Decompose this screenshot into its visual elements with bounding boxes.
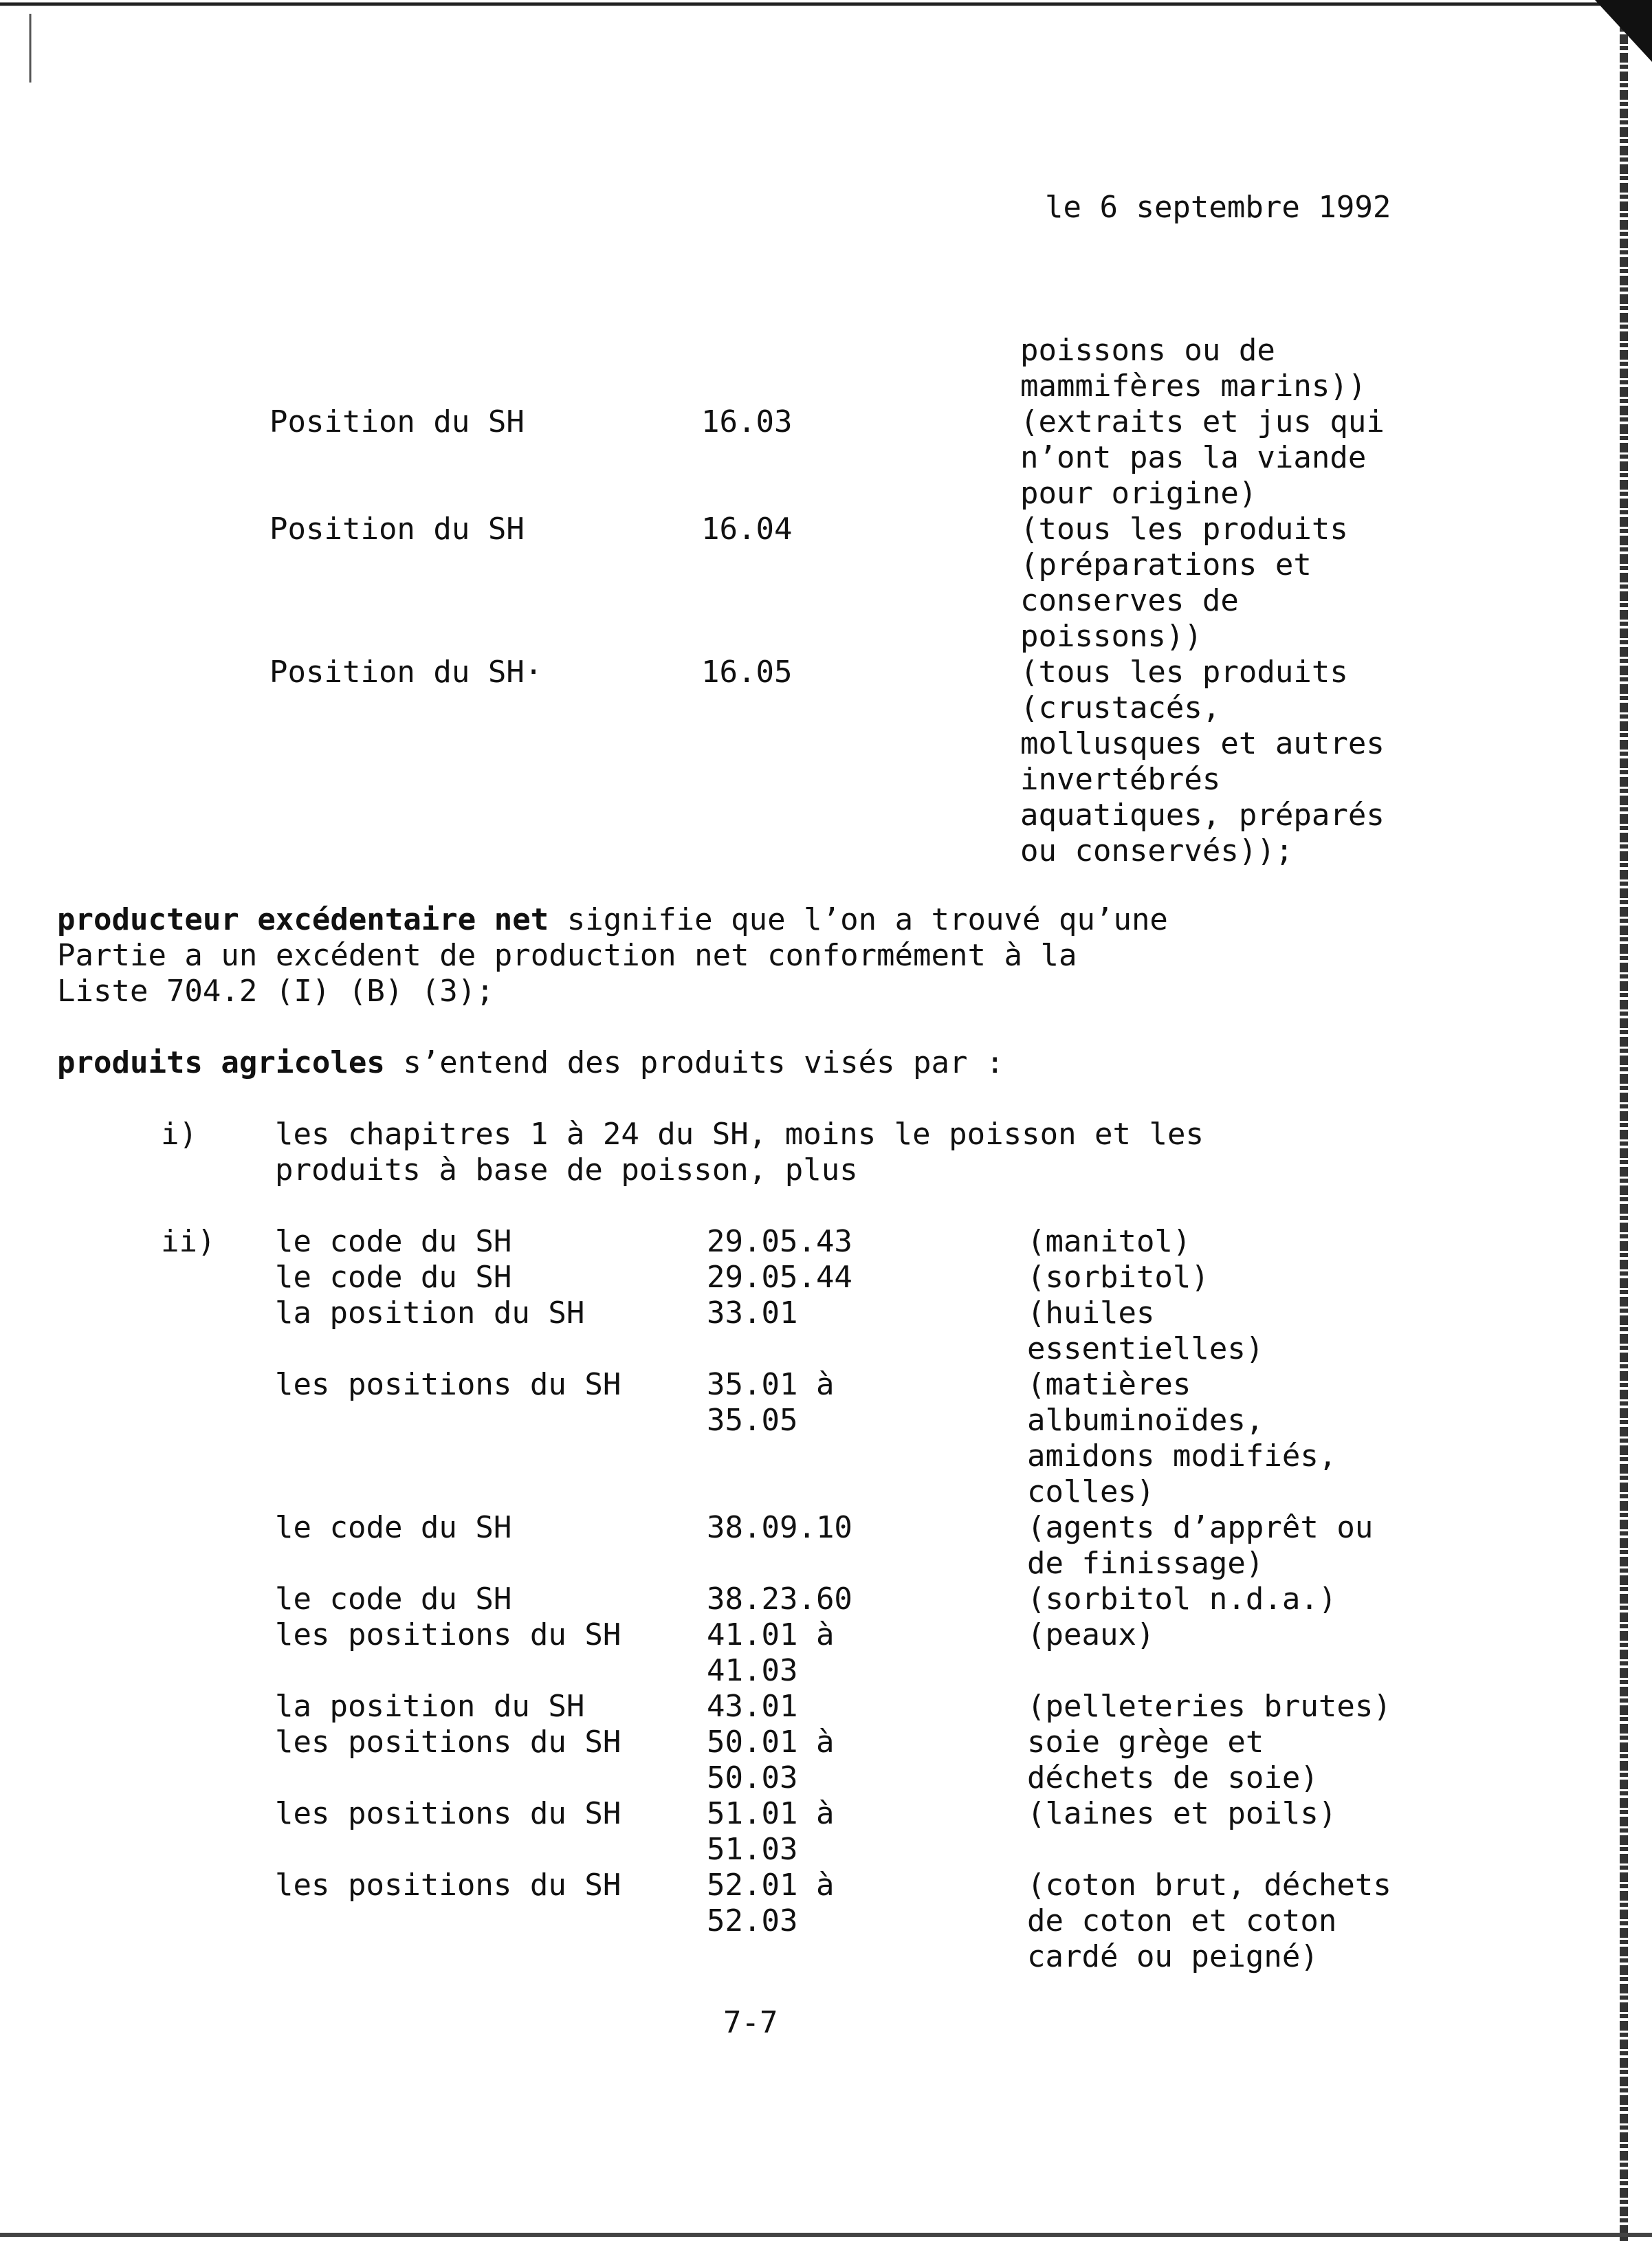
code-description: (matières albuminoïdes, amidons modifiés, colles) — [1027, 1367, 1337, 1509]
position-label: Position du SH — [269, 512, 525, 547]
code-description: (laines et poils) — [1027, 1796, 1337, 1831]
code-value: 52.01 à 52.03 — [707, 1868, 835, 1938]
code-description: (pelleteries brutes) — [1027, 1689, 1391, 1724]
code-description: (sorbitol n.d.a.) — [1027, 1582, 1337, 1617]
table-row — [275, 1296, 1471, 1367]
position-label: Position du SH· — [269, 655, 543, 690]
code-description: (huiles essentielles) — [1027, 1296, 1264, 1366]
item-text: les chapitres 1 à 24 du SH, moins le poisson et les produits à base de poisson, plus — [275, 1117, 1204, 1188]
table-row — [275, 1796, 1471, 1868]
position-label: Position du SH — [269, 404, 525, 439]
position-description: poissons ou de mammifères marins)) — [1020, 333, 1367, 404]
position-code: 16.05 — [701, 655, 793, 690]
code-value: 33.01 — [707, 1296, 798, 1331]
table-row — [275, 1510, 1471, 1582]
table-row — [275, 1617, 1471, 1689]
table-row — [275, 1868, 1471, 1975]
table-row — [275, 1260, 1471, 1296]
code-value: 51.01 à 51.03 — [707, 1796, 835, 1867]
item-label: i) — [161, 1117, 197, 1152]
table-row — [269, 333, 1452, 404]
table-row — [269, 404, 1452, 512]
code-label: les positions du SH — [275, 1367, 621, 1402]
code-label: les positions du SH — [275, 1725, 621, 1760]
document-date: le 6 septembre 1992 — [1045, 190, 1391, 225]
code-label: le code du SH — [275, 1582, 512, 1617]
code-value: 41.01 à 41.03 — [707, 1617, 835, 1688]
code-label: le code du SH — [275, 1224, 512, 1259]
code-label: le code du SH — [275, 1260, 512, 1295]
table-row — [275, 1582, 1471, 1617]
code-value: 29.05.43 — [707, 1224, 852, 1259]
code-label: la position du SH — [275, 1296, 585, 1331]
code-value: 38.09.10 — [707, 1510, 852, 1545]
position-description: (tous les produits (crustacés, mollusques et autres invertébrés aquatiques, préparés ou conservés)); — [1020, 655, 1385, 868]
code-description: (manitol) — [1027, 1224, 1191, 1259]
item-label: ii) — [161, 1224, 216, 1259]
position-description: (extraits et jus qui n’ont pas la viande pour origine) — [1020, 404, 1385, 511]
table-row — [269, 655, 1452, 869]
definition-term: produits agricoles — [57, 1045, 385, 1080]
definition-net-surplus-producer — [57, 902, 1473, 1009]
hs-codes-table — [275, 1224, 1471, 1975]
definition-text: signifie que l’on a trouvé qu’une Partie a un excédent de production net conformément à la Liste 704.2 (I) (B) (3); — [57, 902, 1168, 1009]
table-row — [275, 1689, 1471, 1725]
page-number: 7-7 — [723, 2005, 778, 2040]
table-row — [269, 512, 1452, 655]
code-label: la position du SH — [275, 1689, 585, 1724]
code-description: soie grège et déchets de soie) — [1027, 1725, 1319, 1795]
position-code: 16.04 — [701, 512, 793, 547]
code-value: 38.23.60 — [707, 1582, 852, 1617]
code-label: les positions du SH — [275, 1617, 621, 1652]
table-row — [275, 1224, 1471, 1260]
code-label: le code du SH — [275, 1510, 512, 1545]
code-label: les positions du SH — [275, 1796, 621, 1831]
code-description: (sorbitol) — [1027, 1260, 1209, 1295]
code-description: (peaux) — [1027, 1617, 1155, 1652]
table-row — [275, 1725, 1471, 1796]
definition-term: producteur excédentaire net — [57, 902, 549, 937]
code-label: les positions du SH — [275, 1868, 621, 1903]
code-value: 35.01 à 35.05 — [707, 1367, 835, 1438]
definition-agricultural-goods — [57, 1045, 1473, 1081]
table-row — [275, 1367, 1471, 1510]
code-value: 43.01 — [707, 1689, 798, 1724]
code-description: (agents d’apprêt ou de finissage) — [1027, 1510, 1374, 1581]
code-value: 50.01 à 50.03 — [707, 1725, 835, 1795]
code-value: 29.05.44 — [707, 1260, 852, 1295]
definition-text: s’entend des produits visés par : — [384, 1045, 1004, 1080]
hs-positions-table — [269, 333, 1452, 869]
position-description: (tous les produits (préparations et conserves de poissons)) — [1020, 512, 1348, 654]
code-description: (coton brut, déchets de coton et coton cardé ou peigné) — [1027, 1868, 1391, 1974]
position-code: 16.03 — [701, 404, 793, 439]
